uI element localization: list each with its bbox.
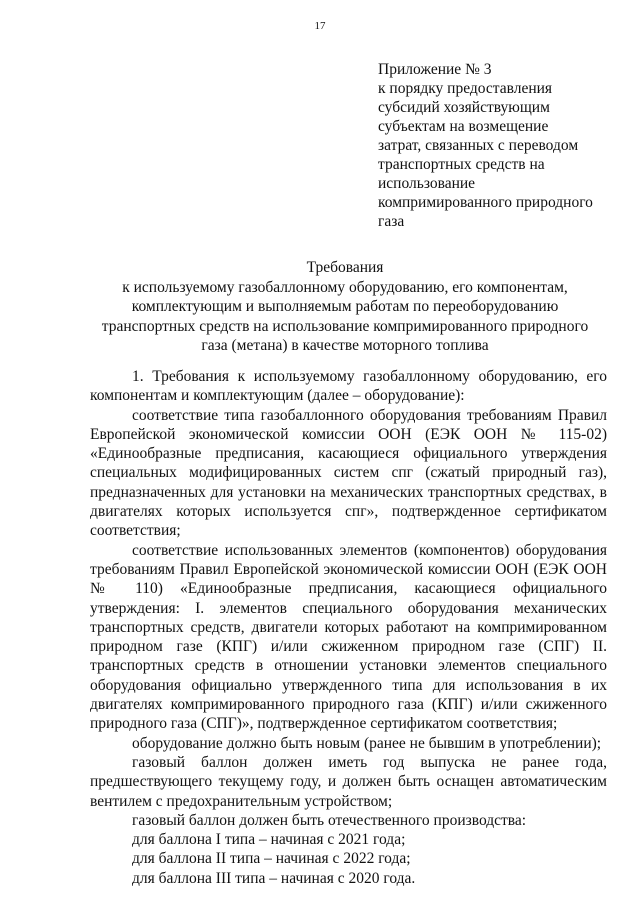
paragraph-unece-110: соответствие использованных элементов (компонентов) оборудования требованиям Правил Европейской экономической комиссии ООН (ЕЭК ООН № 110) «Единообразные предписания, касающиеся официального утверждения: I. элементов специального оборудования механических транспортных средств, двигатели которых работают на компримированном природном газе (КПГ) и/или сжиженном природном газе (СПГ) II. транспортных средств в отношении установки элементов специального оборудования официально утвержденного типа для использования в их двигателях компримированного природного газа (КПГ) и/или сжиженного природного газа (СПГ)», подтвержденное сертификатом соответствия; <box>90 541 607 733</box>
paragraph-new-equipment: оборудование должно быть новым (ранее не бывшим в употреблении); <box>132 734 602 752</box>
document-body <box>90 367 607 888</box>
title-line: газа (метана) в качестве моторного топлива <box>201 337 489 354</box>
paragraph-domestic-production: газовый баллон должен быть отечественного производства: <box>132 811 527 829</box>
appendix-line: транспортных средств на <box>378 156 545 173</box>
appendix-line: газа <box>378 213 405 230</box>
title-line: Требования <box>306 259 384 276</box>
title-line: к используемому газобаллонному оборудованию, его компонентам, <box>122 278 568 296</box>
paragraph-requirements-intro: 1. Требования к используемому газобаллонному оборудованию, его компонентам и комплектующим (далее – оборудование): <box>90 368 607 405</box>
page-number: 17 <box>314 20 326 32</box>
paragraph-cylinder-year: газовый баллон должен иметь год выпуска не ранее года, предшествующего текущему году, и должен быть оснащен автоматическим вентилем с предохранительным устройством; <box>90 753 607 810</box>
appendix-line: использование <box>378 175 476 192</box>
list-item-type-2: для баллона II типа – начиная с 2022 года; <box>132 850 411 868</box>
appendix-line: к порядку предоставления <box>378 80 553 97</box>
paragraph-unece-115: соответствие типа газобаллонного оборудования требованиям Правил Европейской экономической комиссии ООН (ЕЭК ООН № 115-02) «Единообразные предписания, касающиеся официального утверждения специальных модифицированных систем спг (сжатый природный газ), предназначенных для установки на механических транспортных средствах, в двигателях которых используется спг», подтвержденное сертификатом соответствия; <box>90 406 607 540</box>
appendix-line: затрат, связанных с переводом <box>378 137 579 154</box>
appendix-line: компримированного природного <box>378 194 593 211</box>
title-line: комплектующим и выполняемым работам по переоборудованию <box>131 298 559 315</box>
appendix-line: Приложение № 3 <box>378 61 492 78</box>
list-item-type-1: для баллона I типа – начиная с 2021 года; <box>132 831 406 849</box>
appendix-header <box>378 60 628 231</box>
appendix-line: субсидий хозяйствующим <box>378 99 550 116</box>
appendix-line: субъектам на возмещение <box>378 118 549 135</box>
document-title <box>90 258 600 356</box>
list-item-type-3: для баллона III типа – начиная с 2020 года. <box>132 869 416 887</box>
title-line: транспортных средств на использование компримированного природного <box>101 317 589 335</box>
